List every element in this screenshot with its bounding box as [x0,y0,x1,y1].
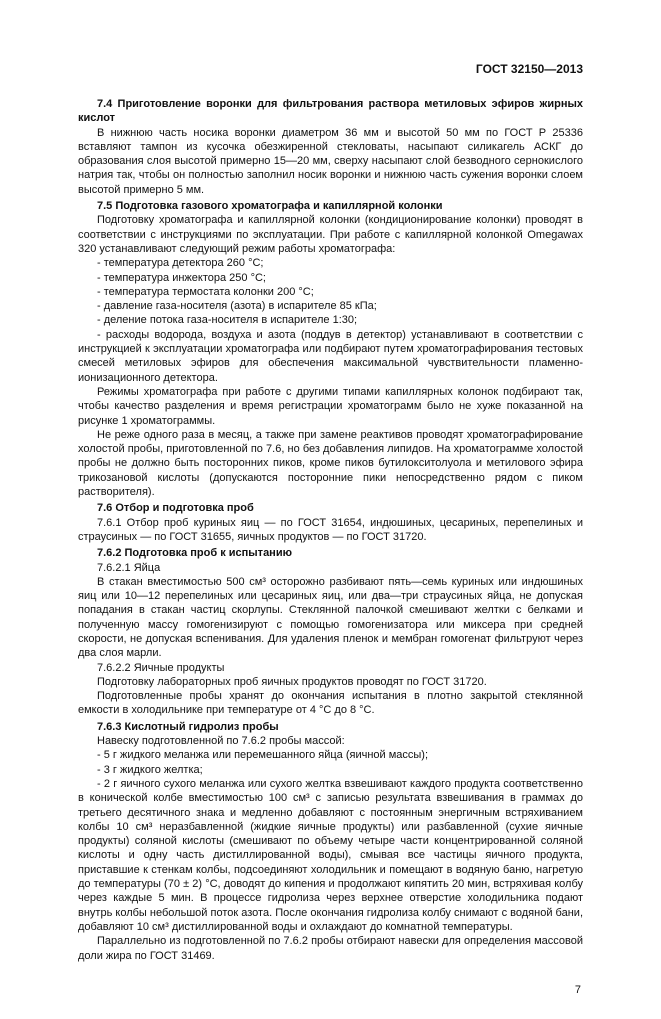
list-item: - 2 г яичного сухого меланжа или сухого желтка взвешивают каждого продукта соответственно в конической колбе вместимостью 100 см³ с записью результата взвешивания в граммах до третьего десятичного знака и медленно добавляют с постоянным энергичным встряхиванием колбы 10 см³ неразбавленной (жидкие яичные продукты) или разбавленной (сухие яичные продукты) соляной кислоты (смешивают по объему четыре части концентрированной соляной кислоты и одну часть дистиллированной воды), смывая все частицы яичного продукта, приставшие к стенкам колбы, подсоединяют холодильник и помещают в водяную баню, нагретую до температуры (70 ± 2) °С, доводят до кипения и продолжают кипятить 20 мин, встряхивая колбу через каждые 5 мин. В процессе гидролиза через верхнее отверстие холодильника подают внутрь колбы небольшой поток азота. После окончания гидролиза колбу снимают с водяной бани, добавляют 10 см³ дистиллированной воды и охлаждают до комнатной температуры. [78,777,583,933]
paragraph: Навеску подготовленной по 7.6.2 пробы массой: [97,735,345,748]
section-heading-7-6: 7.6 Отбор и подготовка проб [97,502,254,515]
paragraph: Параллельно из подготовленной по 7.6.2 пробы отбирают навески для определения массовой доли жира по ГОСТ 31469. [78,935,583,962]
list-item: - температура термостата колонки 200 °С; [97,285,314,298]
list-item: - температура детектора 260 °С; [97,257,264,270]
paragraph: Подготовленные пробы хранят до окончания испытания в плотно закрытой стеклянной емкости в холодильнике при температуре от 4 °С до 8 °С. [78,690,583,717]
paragraph: Режимы хроматографа при работе с другими типами капиллярных колонок подбирают так, чтобы качество разделения и время регистрации хроматограмм было не хуже показанной на рисунке 1 хроматограммы. [78,385,583,427]
list-item: - 3 г жидкого желтка; [97,763,203,776]
section-heading-7-6-3: 7.6.3 Кислотный гидролиз пробы [97,720,279,733]
subsection-title: 7.6.2.2 Яичные продукты [97,661,225,674]
paragraph: Подготовку лабораторных проб яичных продуктов проводят по ГОСТ 31720. [97,675,487,688]
paragraph: В стакан вместимостью 500 см³ осторожно разбивают пять—семь куриных или индюшиных яиц или 10—12 перепелиных или цесариных яиц, или два—три страусиных яйца, не допуская попадания в стакан частиц скорлупы. Стеклянной палочкой смешивают желтки с белками и полученную массу гомогенизируют с помощью гомогенизатора или миксера при средней скорости, не допуская вспенивания. Для удаления пленок и мембран гомогенат фильтруют через два слоя марли. [78,575,583,660]
list-item: - температура инжектора 250 °С; [97,271,266,284]
page-number: 7 [574,983,581,996]
paragraph: В нижнюю часть носика воронки диаметром 36 мм и высотой 50 мм по ГОСТ Р 25336 вставляют тампон из кусочка обезжиренной стекловаты, насыпают силикагель АСКГ до образования слоя высотой примерно 15—20 мм, сверху насыпают слой безводного сернокислого натрия так, чтобы он полностью заполнил носик воронки и нижнюю часть сужения воронки слоем высотой примерно 5 мм. [78,126,583,196]
paragraph: 7.6.1 Отбор проб куриных яиц — по ГОСТ 31654, индюшиных, цесариных, перепелиных и страусиных — по ГОСТ 31655, яичных продуктов — по ГОСТ 31720. [78,516,583,543]
document-body [78,95,583,963]
subsection-title: 7.6.2.1 Яйца [97,561,161,574]
section-heading-7-5: 7.5 Подготовка газового хроматографа и капиллярной колонки [97,200,443,213]
section-heading-7-6-2: 7.6.2 Подготовка проб к испытанию [97,547,292,560]
paragraph: Не реже одного раза в месяц, а также при замене реактивов проводят хроматографирование холостой пробы, приготовленной по 7.6, но без добавления липидов. На хроматограмме холостой пробы не должно быть посторонних пиков, кроме пиков бутилокситолуола и метилового эфира трикозановой кислоты (допускаются посторонние пики непосредственно рядом с пиком растворителя). [78,428,583,499]
list-item: - 5 г жидкого меланжа или перемешанного яйца (яичной массы); [97,749,429,762]
list-item: - деление потока газа-носителя в испарителе 1:30; [97,314,358,327]
list-item: - расходы водорода, воздуха и азота (поддув в детектор) устанавливают в соответствии с инструкцией к эксплуатации хроматографа или подбирают путем хроматографирования тестовых смесей метиловых эфиров для обеспечения максимальной чувствительности пламенно-ионизационного детектора. [78,328,583,384]
section-heading-7-4: 7.4 Приготовление воронки для фильтрования раствора метиловых эфиров жирных кислот [78,98,583,125]
list-item: - давление газа-носителя (азота) в испарителе 85 кПа; [97,300,377,313]
paragraph: Подготовку хроматографа и капиллярной колонки (кондиционирование колонки) проводят в соответствии с инструкциями по эксплуатации. При работе с капиллярной колонкой Omegawax 320 устанавливают следующий режим работы хроматографа: [78,214,583,255]
document-code-header: ГОСТ 32150—2013 [475,62,583,76]
